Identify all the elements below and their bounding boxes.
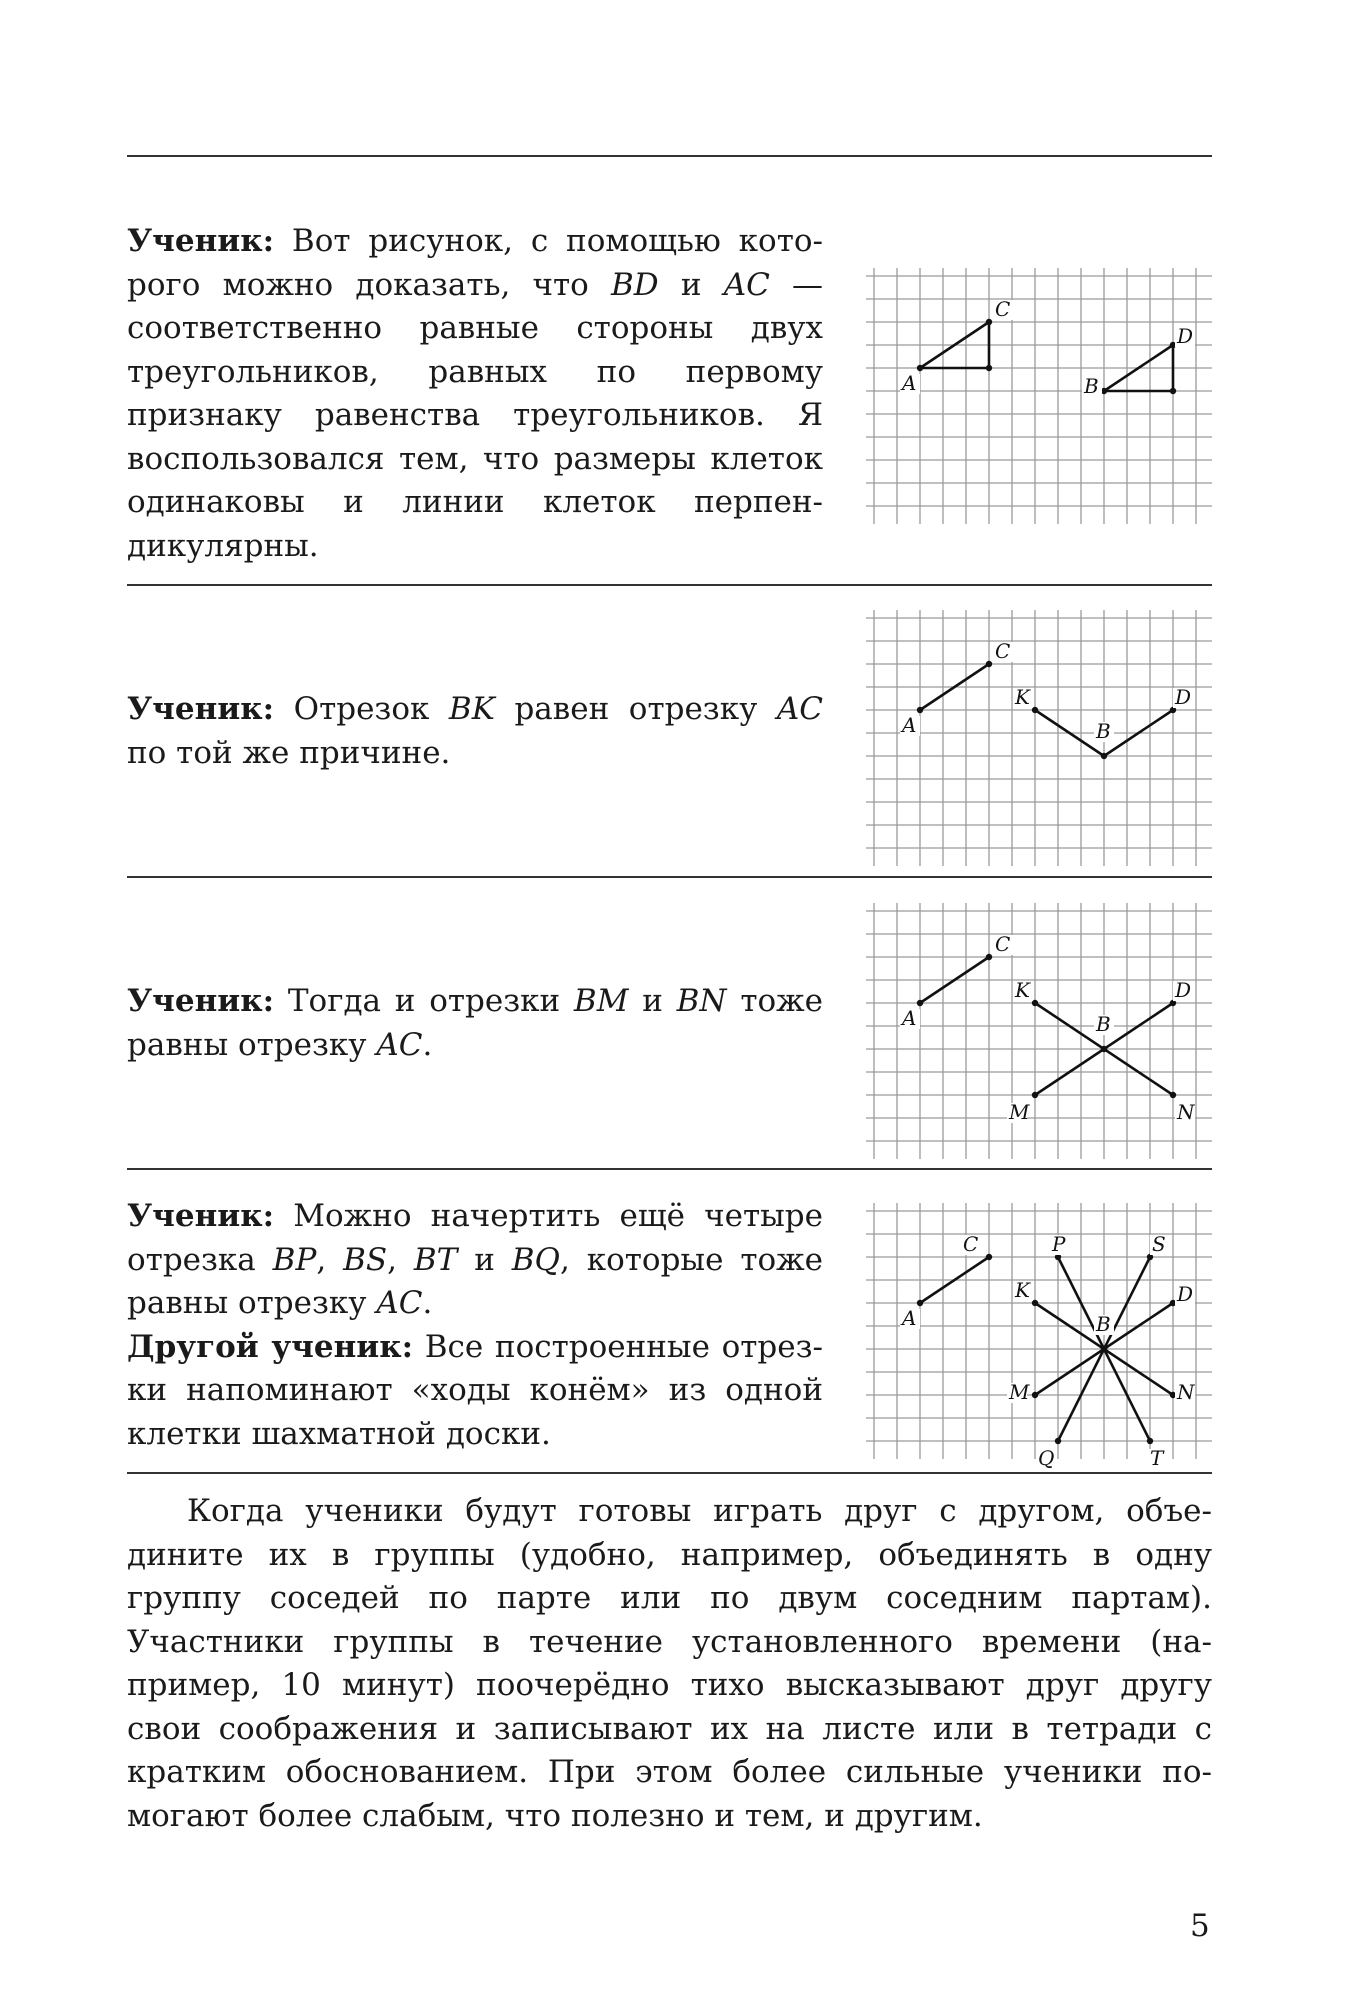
text-run: Можно начертить ещё четыре отрезка bbox=[127, 1198, 823, 1278]
point-label-A: A bbox=[902, 371, 917, 395]
text-run: по той же причине. bbox=[127, 734, 451, 771]
point-B bbox=[1101, 1046, 1107, 1052]
point-label-M: M bbox=[1009, 1380, 1030, 1404]
text-run: тоже равны отрезку bbox=[127, 983, 824, 1063]
point-label-N: N bbox=[1177, 1100, 1195, 1124]
point-label-M: M bbox=[1009, 1100, 1030, 1124]
math-term: BK bbox=[448, 691, 495, 727]
dialog-block-2 bbox=[127, 688, 823, 775]
point-label-B: B bbox=[1096, 719, 1111, 743]
point-T bbox=[1147, 1438, 1153, 1444]
grid-figure-1 bbox=[866, 268, 1212, 524]
divider-4 bbox=[127, 1472, 1212, 1474]
divider-3 bbox=[127, 1168, 1212, 1170]
grid-svg bbox=[866, 610, 1212, 866]
point-label-Q: Q bbox=[1038, 1446, 1055, 1470]
point-A bbox=[917, 1300, 923, 1306]
math-term: AC bbox=[376, 1026, 423, 1063]
point-N bbox=[1170, 1092, 1176, 1098]
text-run: Все построенные отрезки напоминают «ходы конём» из одной клетки шахматной доски. bbox=[127, 1328, 823, 1452]
point-label-P: P bbox=[1052, 1232, 1066, 1256]
text-run: равен отрезку bbox=[494, 691, 777, 727]
point-label-D: D bbox=[1177, 324, 1194, 348]
point-label-K: K bbox=[1015, 685, 1030, 709]
body-paragraph: Когда ученики будут готовы играть друг с другом, объедините их в группы (удобно, например, объединять в одну группу соседей по парте или по двум соседним партам). Участники группы в течение установленного времени (например, 10 минут) поочерёдно тихо высказывают друг другу свои соображения и записывают их на листе или в тетради с кратким обоснованием. При этом более сильные ученики помогают более слабым, что полезно и тем, и другим. bbox=[127, 1493, 1212, 1834]
point-A bbox=[917, 365, 923, 371]
point-B bbox=[1101, 753, 1107, 759]
point-label-C: C bbox=[995, 639, 1011, 663]
text-run: и bbox=[457, 1241, 512, 1278]
math-term: BP bbox=[272, 1241, 317, 1278]
dialog-block-1 bbox=[127, 220, 823, 568]
text-run: и bbox=[658, 266, 724, 303]
math-term: BM bbox=[573, 983, 629, 1019]
point-label-A: A bbox=[902, 1006, 917, 1030]
speaker-label: Ученик: bbox=[127, 691, 275, 727]
speaker-label: Ученик: bbox=[127, 983, 275, 1019]
point-label-D: D bbox=[1177, 1282, 1194, 1306]
dialog-block-4 bbox=[127, 1195, 823, 1456]
speaker-label: Ученик: bbox=[127, 223, 275, 259]
math-term: BD bbox=[611, 266, 659, 303]
point-label-B: B bbox=[1096, 1012, 1111, 1036]
divider-2 bbox=[127, 876, 1212, 878]
text-run: Отрезок bbox=[274, 691, 449, 727]
speaker-label: Ученик: bbox=[127, 1198, 275, 1234]
point-label-T: T bbox=[1150, 1446, 1164, 1470]
text-run: , bbox=[387, 1241, 414, 1278]
point-label-A: A bbox=[902, 713, 917, 737]
page-number: 5 bbox=[1190, 1908, 1210, 1944]
text-run: и bbox=[628, 983, 677, 1019]
text-run: , bbox=[316, 1241, 344, 1278]
point-Q bbox=[1055, 1438, 1061, 1444]
point-label-D: D bbox=[1175, 978, 1192, 1002]
point-M bbox=[1032, 1092, 1038, 1098]
text-run: Тогда и отрезки bbox=[274, 983, 574, 1019]
point-label-A: A bbox=[902, 1306, 917, 1330]
top-rule bbox=[127, 155, 1212, 157]
point-Dp bbox=[1170, 388, 1176, 394]
math-term: BN bbox=[676, 983, 727, 1019]
dialog-block-3 bbox=[127, 980, 823, 1067]
point-label-S: S bbox=[1152, 1232, 1166, 1256]
text-run: — соответственно равные стороны двух треугольников, равных по первому признаку равенства треугольников. Я воспользовался тем, что размеры клеток одинаковы и линии клеток перпендикулярны. bbox=[127, 266, 824, 564]
math-term: BT bbox=[413, 1241, 458, 1278]
grid-svg bbox=[866, 268, 1212, 524]
point-label-C: C bbox=[995, 932, 1011, 956]
point-C bbox=[986, 319, 992, 325]
grid-figure-2 bbox=[866, 610, 1212, 866]
grid-figure-3 bbox=[866, 903, 1212, 1159]
math-term: BS bbox=[343, 1241, 388, 1278]
point-C bbox=[986, 661, 992, 667]
point-B bbox=[1101, 1346, 1107, 1352]
divider-1 bbox=[127, 584, 1212, 586]
grid-svg bbox=[866, 1203, 1212, 1470]
math-term: AC bbox=[723, 266, 770, 303]
point-label-B: B bbox=[1096, 1312, 1111, 1336]
point-label-K: K bbox=[1015, 1278, 1030, 1302]
grid-figure-4 bbox=[866, 1203, 1212, 1470]
point-label-C: C bbox=[995, 297, 1011, 321]
point-label-B: B bbox=[1084, 374, 1099, 398]
grid-svg bbox=[866, 903, 1212, 1159]
point-label-K: K bbox=[1015, 978, 1030, 1002]
text-run: , которые тоже равны отрезку bbox=[127, 1241, 823, 1321]
dialog-text bbox=[127, 223, 823, 564]
point-C bbox=[986, 954, 992, 960]
point-label-N: N bbox=[1177, 1380, 1195, 1404]
text-run: . bbox=[422, 1285, 433, 1321]
point-M bbox=[1032, 1392, 1038, 1398]
math-term: BQ bbox=[511, 1241, 560, 1278]
point-label-D: D bbox=[1175, 685, 1192, 709]
point-label-C: C bbox=[963, 1232, 979, 1256]
text-run: . bbox=[422, 1026, 433, 1063]
math-term: AC bbox=[776, 691, 823, 727]
point-Cp bbox=[986, 365, 992, 371]
speaker-label-other: Другой ученик: bbox=[127, 1328, 414, 1365]
point-A bbox=[917, 707, 923, 713]
math-term: AC bbox=[376, 1285, 423, 1321]
point-A bbox=[917, 1000, 923, 1006]
point-C bbox=[986, 1254, 992, 1260]
text-run: Вот рисунок, с помощью которого можно доказать, что bbox=[127, 223, 823, 303]
